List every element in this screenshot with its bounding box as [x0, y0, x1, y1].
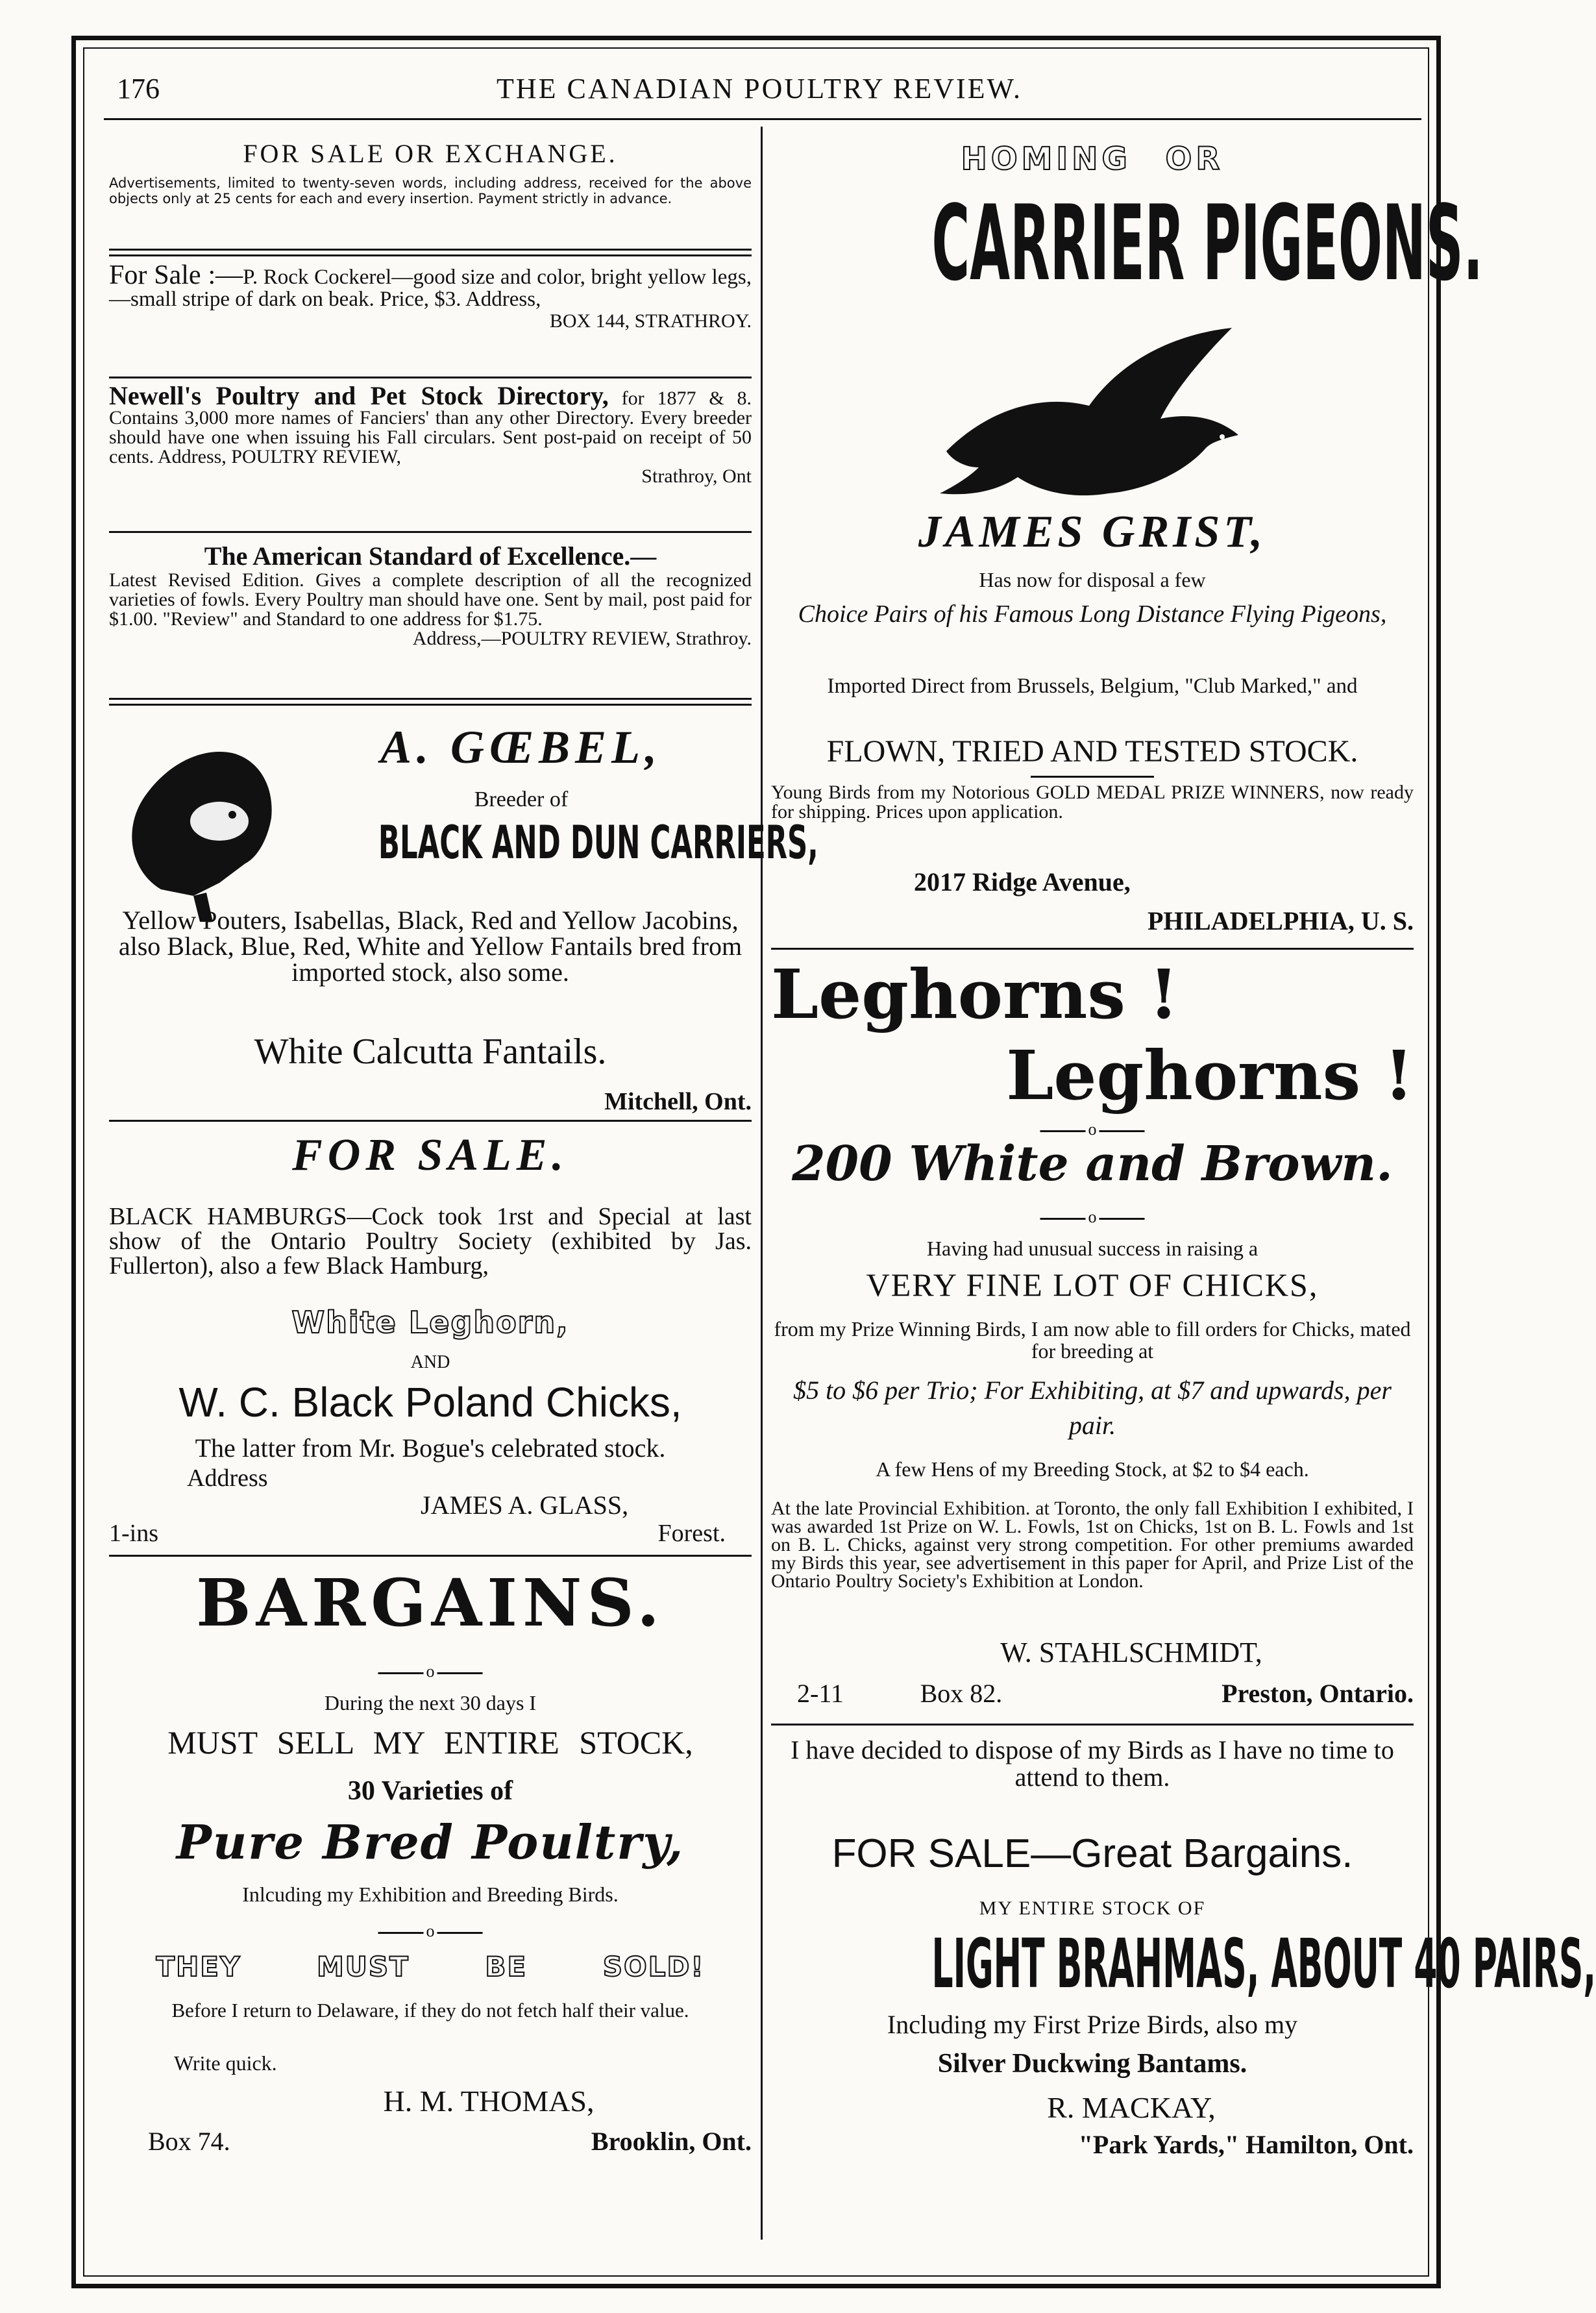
white-leghorn: White Leghorn, [291, 1305, 569, 1340]
right-column [771, 127, 1596, 2240]
column-divider [761, 127, 763, 2240]
mackay-line4: Including my First Prize Birds, also my [887, 2010, 1298, 2039]
glass-note: The latter from Mr. Bogue's celebrated stock. [195, 1433, 666, 1463]
divider [771, 1724, 1414, 1725]
ornament: o [376, 1922, 485, 1941]
breeder-name: A. GŒBEL, [380, 721, 662, 773]
mackay-line2: MY ENTIRE STOCK OF [979, 1898, 1206, 1919]
ad-address: Address,—POULTRY REVIEW, Strathroy. [412, 628, 752, 649]
ad-address: BOX 144, STRATHROY. [549, 310, 752, 332]
ad-american-standard [109, 542, 752, 649]
stahl-line5: A few Hens of my Breeding Stock, at $2 to $4 each. [876, 1457, 1309, 1481]
ad-text: Latest Revised Edition. Gives a complete description of all the recognized varieties of fowls. Every Poultry man should have one. Sent by mail, post paid for $1.00. "Review" and Standard to one address for $1.75. [109, 569, 752, 630]
grist-name: JAMES GRIST, [918, 507, 1267, 557]
grist-line4: FLOWN, TRIED AND TESTED STOCK. [826, 734, 1358, 769]
ad-lead: The American Standard of Excellence.— [204, 541, 657, 571]
thomas-name: H. M. THOMAS, [383, 2084, 595, 2118]
stahl-footer [771, 1678, 1414, 1709]
thomas-box: Box 74. [148, 2127, 230, 2156]
exchange-heading: FOR SALE OR EXCHANGE. [243, 139, 618, 168]
exchange-terms: Advertisements, limited to twenty-seven words, including address, received for the above objects only at 25 cents for each and every insertion. Payment strictly in advance. [109, 175, 752, 206]
ornament: o [376, 1662, 485, 1681]
thomas-line2: MUST SELL MY ENTIRE STOCK, [167, 1724, 693, 1761]
thomas-line1: During the next 30 days I [324, 1691, 537, 1714]
ad-goebel [109, 721, 818, 1072]
ad-rock-cockerel [109, 260, 752, 332]
homing-heading: HOMING OR [961, 141, 1224, 177]
divider [109, 698, 752, 700]
left-column [109, 127, 818, 2240]
divider [109, 1555, 752, 1557]
and-connector: AND [410, 1352, 450, 1372]
thomas-line7: Before I return to Delaware, if they do not fetch half their value. [171, 1999, 689, 2022]
ad-text: P. Rock Cockerel—good size and color, bright yellow legs,—small stripe of dark on beak. Price, $3. Address, [109, 266, 752, 311]
stahl-line2: VERY FINE LOT OF CHICKS, [866, 1267, 1319, 1303]
grist-line5-wrap [771, 776, 1414, 822]
breeder-role: Breeder of [474, 787, 569, 811]
thomas-place: Brooklin, Ont. [591, 2127, 752, 2156]
grist-street: 2017 Ridge Avenue, [914, 867, 1131, 897]
poland-chicks: W. C. Black Poland Chicks, [178, 1379, 682, 1426]
leghorns-heading-1: Leghorns ! [771, 954, 1179, 1034]
ad-newell-directory [109, 381, 752, 487]
breed-heading: BLACK AND DUN CARRIERS, [378, 816, 818, 869]
light-brahmas-heading: LIGHT BRAHMAS, ABOUT 40 PAIRS, [931, 1924, 1596, 2003]
mackay-name: R. MACKAY, [1047, 2091, 1216, 2124]
stahl-box: Box 82. [920, 1679, 1003, 1708]
stahl-line1: Having had unusual success in raising a [926, 1237, 1258, 1260]
ornament: o [1038, 1207, 1148, 1227]
page-number: 176 [117, 73, 160, 105]
they-must-be-sold: THEY MUST BE SOLD! [156, 1951, 705, 1983]
running-title: THE CANADIAN POULTRY REVIEW. [497, 73, 1022, 105]
glass-address: Address [187, 1465, 268, 1492]
mackay-heading: FOR SALE—Great Bargains. [831, 1831, 1353, 1876]
thomas-line3: 30 Varieties of [347, 1776, 513, 1806]
ornament: o [1038, 1120, 1148, 1139]
goebel-place: Mitchell, Ont. [604, 1088, 752, 1115]
divider [109, 249, 752, 251]
stahl-name: W. STAHLSCHMIDT, [1000, 1637, 1262, 1668]
grist-line2: Choice Pairs of his Famous Long Distance Flying Pigeons, [798, 600, 1387, 628]
header-rule [104, 118, 1421, 120]
thomas-footer [109, 2126, 752, 2157]
insertion-code: 2-11 [797, 1679, 844, 1708]
divider [109, 531, 752, 533]
goebel-text: Yellow Pouters, Isabellas, Black, Red and Yellow Jacobins, also Black, Blue, Red, White and Yellow Fantails bred from imported stock, also some. [118, 906, 743, 987]
leghorns-heading-2: Leghorns ! [1006, 1035, 1414, 1115]
pigeon-illustration [122, 734, 284, 928]
page-header [97, 68, 1421, 114]
pure-bred-poultry: Pure Bred Poultry, [176, 1814, 685, 1870]
glass-name: JAMES A. GLASS, [421, 1490, 629, 1520]
ad-lead: Newell's Poultry and Pet Stock Directory, [109, 381, 609, 410]
insertion-code: 1-ins [109, 1520, 158, 1547]
for-sale-heading: FOR SALE. [292, 1130, 569, 1180]
glass-text: BLACK HAMBURGS—Cock took 1rst and Special at last show of the Ontario Poultry Society (exhibited by Jas. Fullerton), also a few Black Hamburg, [109, 1203, 752, 1280]
ad-address: Strathroy, Ont [641, 465, 752, 487]
ad-lead: For Sale :— [109, 260, 243, 290]
mackay-line5: Silver Duckwing Bantams. [937, 2049, 1247, 2079]
grist-line3: Imported Direct from Brussels, Belgium, "Club Marked," and [827, 674, 1358, 698]
divider [771, 948, 1414, 950]
stahl-place: Preston, Ontario. [1222, 1679, 1414, 1708]
write-quick: Write quick. [174, 2051, 277, 2075]
ad-text: for 1877 & 8. Contains 3,000 more names of Fanciers' than any other Directory. Every breeder should have one when issuing his Fall circulars. Sent post-paid on receipt of 50 cents. Address, POULTRY REVIEW, [109, 388, 752, 467]
stahl-line6: At the late Provincial Exhibition. at Toronto, the only fall Exhibition I exhibited, I was awarded 1st Prize on W. L. Fowls, 1st on Chicks, 1st on B. L. Fowls and 1st on B. L. Chicks, against very strong competition. For other premiums awarded my Birds this year, see advertisement in this paper for April, and Prize List of the Ontario Poultry Society's Exhibition at London. [771, 1498, 1414, 1592]
grist-line5: Young Birds from my Notorious GOLD MEDAL PRIZE WINNERS, now ready for shipping. Prices upon application. [771, 782, 1414, 823]
glass-footer [109, 1519, 752, 1548]
divider [109, 1120, 752, 1122]
glass-place: Forest. [657, 1520, 726, 1547]
stahl-line3: from my Prize Winning Birds, I am now able to fill orders for Chicks, mated for breeding at [774, 1317, 1411, 1363]
grist-line1: Has now for disposal a few [979, 568, 1206, 591]
stahl-prices: $5 to $6 per Trio; For Exhibiting, at $7 and upwards, per pair. [793, 1376, 1392, 1440]
pigeon-flying-illustration [927, 321, 1264, 516]
mackay-place: "Park Yards," Hamilton, Ont. [1078, 2130, 1414, 2159]
carrier-pigeons-heading: CARRIER PIGEONS. [931, 182, 1483, 304]
white-and-brown: 200 White and Brown. [792, 1136, 1393, 1192]
grist-city: PHILADELPHIA, U. S. [1147, 906, 1414, 935]
goebel-feature: White Calcutta Fantails. [254, 1032, 607, 1072]
divider [109, 377, 752, 378]
thomas-line5: Inlcuding my Exhibition and Breeding Birds. [242, 1883, 619, 1906]
mackay-line1: I have decided to dispose of my Birds as I have no time to attend to them. [791, 1735, 1394, 1792]
bargains-heading: BARGAINS. [196, 1565, 665, 1641]
